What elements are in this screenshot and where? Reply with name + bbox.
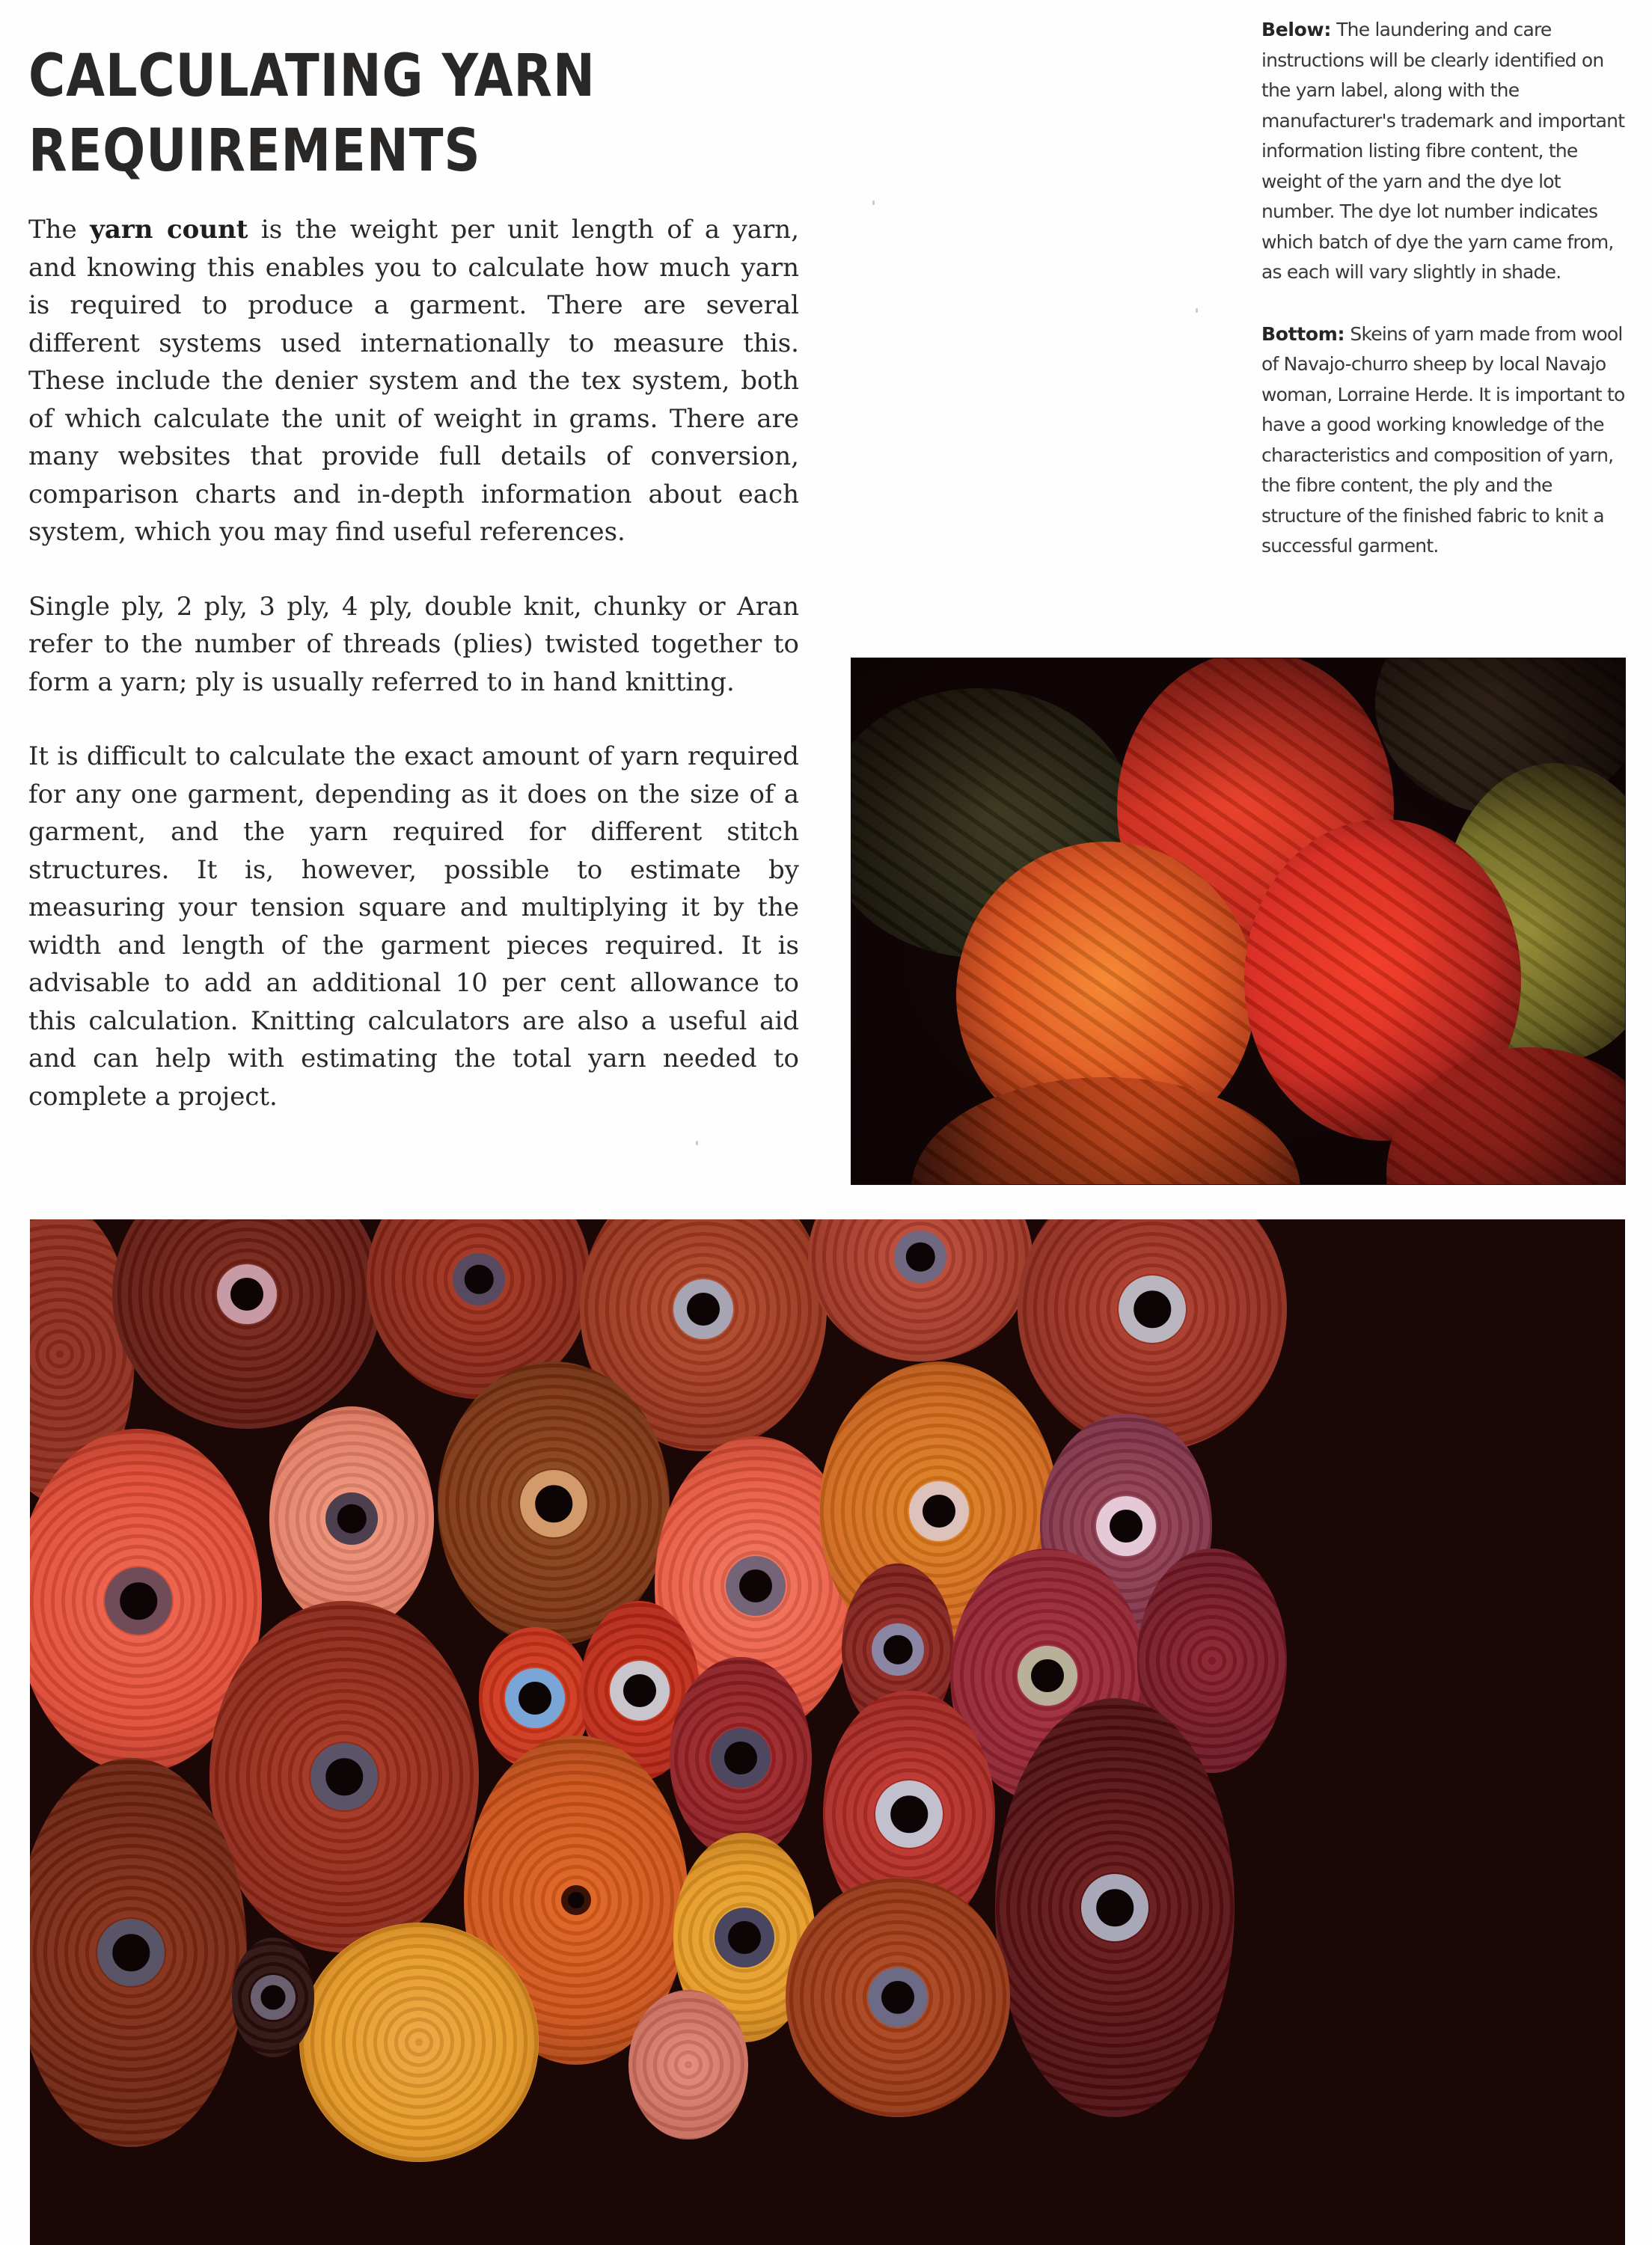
cone-core	[1096, 1496, 1156, 1556]
cone-core	[868, 1967, 928, 2027]
cone-core	[505, 1668, 565, 1728]
page-title-line-1: CALCULATING YARN	[28, 43, 596, 110]
yarn-cone	[808, 1219, 1032, 1362]
cone-core	[673, 1279, 733, 1339]
yarn-cone	[269, 1406, 434, 1631]
cone-core	[610, 1661, 670, 1721]
body-paragraph-estimating: It is difficult to calculate the exact amount of yarn required for any one garment, depending as it does on the size of a garment, and the yarn required for different stitch structures. It is, however, possible to estimate by measuring your tension square and multiplying it by the width and length of the garment pieces required. It is advisable to add an additional 10 per cent allowance to this calculation. Knitting calculators are also a useful aid and can help with estimating the total yarn needed to complete a project.	[28, 741, 799, 1112]
scan-speck	[696, 1141, 698, 1145]
cone-core	[875, 1780, 943, 1848]
cone-core	[453, 1253, 505, 1305]
cone-core	[1119, 1275, 1186, 1343]
cone-core	[726, 1556, 786, 1616]
page-title	[28, 39, 672, 189]
paragraph-lead: The	[28, 215, 91, 245]
yarn-cone	[299, 1923, 539, 2162]
cone-core	[1018, 1646, 1077, 1706]
caption-below	[1261, 15, 1628, 288]
yarn-cone	[209, 1601, 479, 1952]
yarn-cone	[232, 1938, 314, 2057]
cone-core	[561, 1885, 591, 1915]
body-text-column	[28, 211, 799, 1152]
yarn-cone	[112, 1219, 382, 1429]
yarn-cone	[1018, 1219, 1287, 1451]
cone-core	[97, 1919, 165, 1986]
body-paragraph-yarn-count	[28, 211, 799, 551]
scan-speck	[1196, 308, 1198, 313]
cone-core	[1081, 1874, 1148, 1941]
key-term-yarn-count: yarn count	[90, 215, 248, 245]
cone-core	[325, 1492, 378, 1545]
caption-bottom-text: Skeins of yarn made from wool of Navajo-churro sheep by local Navajo woman, Lorraine Herde. It is important to have a good working knowledge of the characteristics and composition of yarn, the fibre content, the ply and the structure of the finished fabric to knit a successful garment.	[1261, 322, 1625, 557]
cone-core	[105, 1567, 172, 1635]
caption-bottom	[1261, 319, 1628, 562]
yarn-cone	[786, 1878, 1010, 2117]
cone-core	[909, 1481, 969, 1541]
yarn-cone	[995, 1698, 1235, 2117]
scan-speck	[872, 200, 875, 205]
caption-below-label: Below:	[1261, 19, 1332, 40]
cone-core	[711, 1728, 771, 1788]
cone-core	[520, 1470, 587, 1537]
captions-column	[1261, 15, 1628, 593]
cone-core	[310, 1743, 378, 1810]
photo-yarn-cones	[30, 1219, 1625, 2245]
cone-core	[715, 1908, 774, 1967]
body-paragraph-ply: Single ply, 2 ply, 3 ply, 4 ply, double knit, chunky or Aran refer to the number of threads (plies) twisted together to form a yarn; ply is usually referred to in hand knitting.	[28, 591, 799, 697]
photo-yarn-balls	[851, 658, 1625, 1184]
photo-vignette	[851, 658, 1625, 1184]
cone-core	[251, 1975, 296, 2020]
caption-bottom-label: Bottom:	[1261, 322, 1345, 345]
yarn-cone	[628, 1990, 748, 2140]
cone-core	[894, 1231, 946, 1283]
yarn-cone	[670, 1657, 812, 1859]
page-title-line-2: REQUIREMENTS	[28, 117, 481, 185]
paragraph-text: is the weight per unit length of a yarn, and knowing this enables you to calculate how much yarn is required to produce a garment. There are several different systems used internationally to measure this. These include the denier system and the tex system, both of which calculate the unit of weight in grams. There are many websites that provide full details of conversion, comparison charts and in-depth information about each system, which you may find useful references.	[28, 215, 800, 547]
cone-core	[872, 1623, 924, 1676]
caption-below-text: The laundering and care instructions will be clearly identified on the yarn label, along with the manufacturer's trademark and important information listing fibre content, the weight of the yarn and the dye lot number. The dye lot number indicates which batch of dye the yarn came from, as each will vary slightly in shade.	[1261, 19, 1625, 283]
cone-core	[217, 1264, 277, 1324]
